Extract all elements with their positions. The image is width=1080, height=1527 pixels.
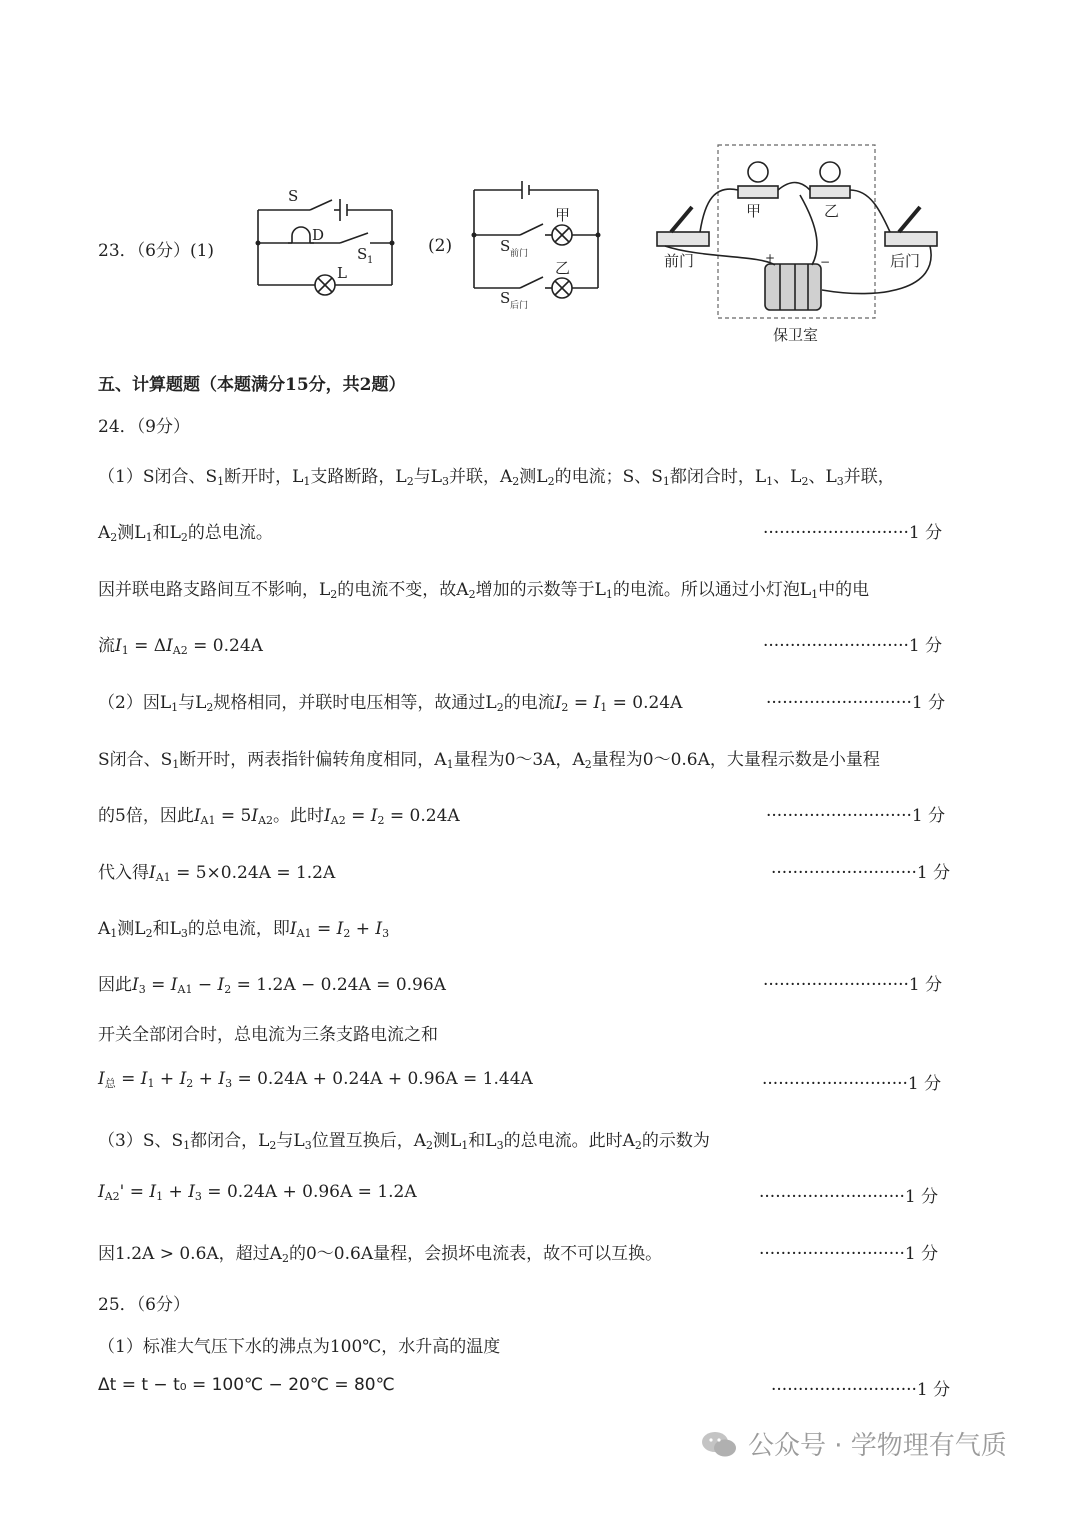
- score-mark: ···························1 分: [763, 975, 943, 995]
- fig2-label-yi: 乙: [555, 259, 571, 277]
- section-title: 五、计算题题（本题满分15分，共2题）: [98, 375, 406, 395]
- q24-line-8: 代入得$I_{A1} = 5\times 0.24A = 1.2A$: [98, 863, 336, 884]
- fig3-label-plus: +: [765, 251, 776, 265]
- fig3-label-yi: 乙: [824, 202, 840, 220]
- fig3-label-back-door: 后门: [890, 252, 921, 270]
- fig2-label-s-front: S: [500, 237, 511, 255]
- watermark-text: 公众号 · 学物理有气质: [748, 1431, 1007, 1461]
- fig2-label-s-front-sub: 前门: [510, 249, 529, 259]
- score-mark: ···························1 分: [763, 636, 943, 656]
- q24-line-2: $A_2$测$L_1$和$L_2$的总电流。: [98, 523, 273, 544]
- fig3-label-minus: −: [820, 255, 831, 269]
- q24-line-3: 因并联电路支路间互不影响，$L_2$的电流不变，故$A_2$增加的示数等于$L_1$的电流。所以通过小灯泡$L_1$中的电: [98, 580, 870, 601]
- circuit-figure-1: [258, 199, 392, 295]
- score-mark: ···························1 分: [759, 1244, 939, 1264]
- fig2-label-s-back: S: [500, 289, 511, 307]
- fig3-label-guard-room: 保卫室: [773, 326, 819, 344]
- score-mark: ···························1 分: [771, 1380, 951, 1400]
- score-mark: ···························1 分: [766, 806, 946, 826]
- q24-line-7: 的5倍，因此$I_{A1} = 5I_{A2}$。此时$I_{A2} = I_2 = 0.24A$: [98, 806, 460, 827]
- q24-line-1: （1）S闭合、$S_1$断开时，$L_1$支路断路，$L_2$与$L_3$并联，$A_2$测$L_2$的电流；S、$S_1$都闭合时，$L_1$、$L_2$、$L_3$并联，: [98, 467, 895, 488]
- fig1-label-l: L: [337, 264, 347, 282]
- q24-line-6: S闭合、$S_1$断开时，两表指针偏转角度相同，$A_1$量程为0～3A，$A_2$量程为0～0.6A，大量程示数是小量程: [98, 750, 880, 771]
- q24-line-15: 因1.2A > 0.6A，超过$A_2$的0～0.6A量程，会损坏电流表，故不可以互换。: [98, 1244, 663, 1265]
- fig1-label-s1: S: [357, 245, 368, 263]
- q25-title: 25．（6分）: [98, 1295, 190, 1315]
- fig2-label-jia: 甲: [555, 206, 571, 224]
- q24-line-14: $I_{A2}' = I_1 + I_3 = 0.24A + 0.96A = 1.2A$: [98, 1182, 417, 1203]
- q23-figures: [0, 0, 1080, 360]
- fig1-label-s1-sub: 1: [367, 255, 374, 266]
- q25-line-1: （1）标准大气压下水的沸点为100℃，水升高的温度: [98, 1337, 501, 1357]
- q24-line-9: $A_1$测$L_2$和$L_3$的总电流，即$I_{A1} = I_2 + I_3$: [98, 919, 390, 940]
- fig2-label-s-back-sub: 后门: [510, 301, 529, 311]
- fig3-label-jia: 甲: [746, 202, 762, 220]
- score-mark: ···························1 分: [771, 863, 951, 883]
- q24-line-12: $I_总 = I_1 + I_2 + I_3 = 0.24A + 0.24A + 0.96A = 1.44A$: [98, 1069, 533, 1090]
- q24-line-11: 开关全部闭合时，总电流为三条支路电流之和: [98, 1025, 438, 1045]
- q23-part2-label: (2): [428, 236, 453, 256]
- fig3-label-front-door: 前门: [664, 252, 695, 270]
- score-mark: ···························1 分: [759, 1187, 939, 1207]
- score-mark: ···························1 分: [766, 693, 946, 713]
- q25-line-2: Δt = t − t₀ = 100℃ − 20℃ = 80℃: [98, 1375, 395, 1395]
- q24-line-5: （2）因$L_1$与$L_2$规格相同，并联时电压相等，故通过$L_2$的电流$I_2 = I_1 = 0.24A$: [98, 693, 683, 714]
- q23-label: 23．（6分）(1): [98, 241, 215, 261]
- q24-title: 24．（9分）: [98, 417, 190, 437]
- fig1-label-d: D: [312, 226, 325, 244]
- fig1-label-s: S: [288, 187, 299, 205]
- circuit-figure-3: [657, 145, 937, 318]
- watermark: [700, 1425, 1007, 1462]
- circuit-figure-2: [474, 181, 598, 298]
- score-mark: ···························1 分: [762, 1074, 942, 1094]
- score-mark: ···························1 分: [763, 523, 943, 543]
- q24-line-10: 因此$I_3 = I_{A1} - I_2 = 1.2A - 0.24A = 0.96A$: [98, 975, 446, 996]
- wechat-icon: [700, 1429, 738, 1459]
- q24-line-13: （3）S、$S_1$都闭合，$L_2$与$L_3$位置互换后，$A_2$测$L_1$和$L_3$的总电流。此时$A_2$的示数为: [98, 1131, 710, 1152]
- q24-line-4: 流$I_1 = \Delta I_{A2} = 0.24A$: [98, 636, 263, 657]
